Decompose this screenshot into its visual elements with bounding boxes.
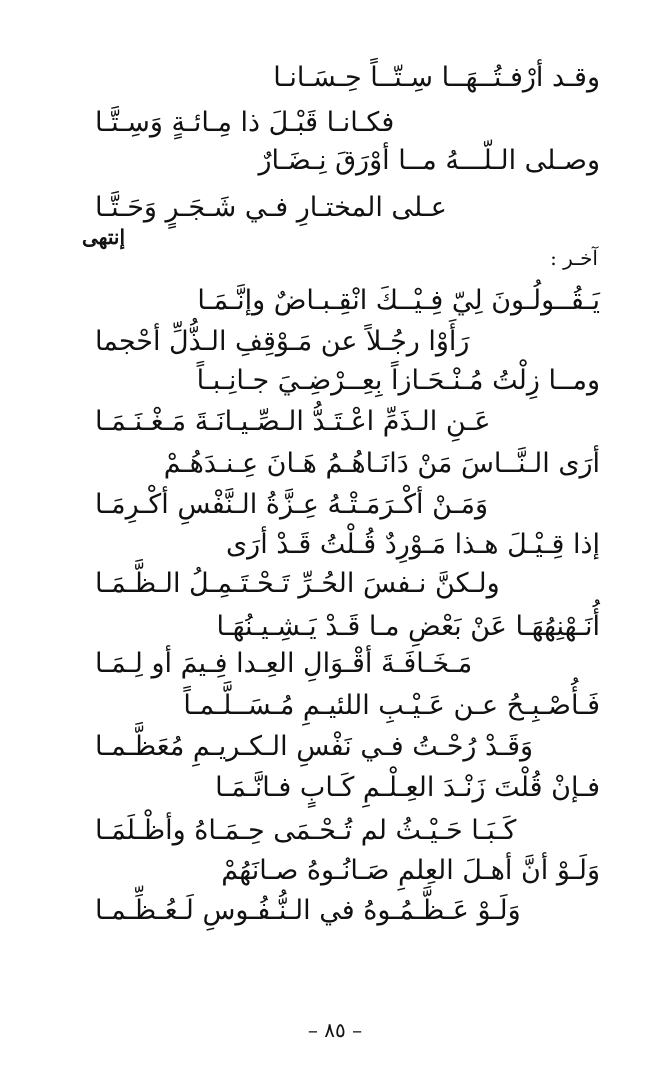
end-mark: إنتهى (82, 225, 126, 249)
section-heading: آخـر : (550, 246, 598, 270)
poem-line: وَقَـدْ رُحْـتُ فـي نَفْسِ الـكـريـمِ مُعَظَّـمـا (95, 731, 534, 762)
poem-line: عَـنِ الـذَمِّ اعْـتَـدُّ الـصِّـيـانَـةَ مَـغْـنَـمَـا (95, 406, 491, 437)
poem-line: فكـانـا قَبْـلَ ذا مِـائـةٍ وَسِـتَّـا (95, 107, 395, 138)
poem-line: أُنَـهْنِهُهَـا عَنْ بَعْضِ مـا قَـدْ يَـشِـيـنُهَـا (216, 611, 600, 642)
poem-line: وَمَـنْ أكْـرَمَـتْـهُ عِـزَّةُ الـنَّفْسِ أكْـرِمَـا (95, 489, 489, 520)
poem-line: إذا قِـيْـلَ هـذا مَـوْرِدٌ قُـلْتُ قَـدْ أرَى (226, 529, 600, 560)
poem-line: ولـكنَّ نـفسَ الحُـرِّ تَـحْـتَـمِـلُ الـظَّـمَـا (95, 568, 500, 599)
poem-line: وَلَـوْ عَـظَّـمُـوهُ في الـنُّـفُـوسِ لَـعُـظِّـمـا (95, 895, 521, 926)
poem-line: مَـخَـافَـةَ أقْـوَالِ العِـدا فِـيمَ أو لِـمَـا (95, 648, 473, 679)
poem-line: أرَى الـنَّــاسَ مَنْ دَانَـاهُـمُ هَـانَ عِـنـدَهُـمْ (163, 448, 600, 479)
poem-line: وصـلى الـلّـــهُ مــا أوْرَقَ نِـضَـارٌ (258, 145, 600, 176)
poem-line: يَـقُــولُـونَ لِيّ فِـيْــكَ انْقِـبـاضٌ وإنَّـمَـا (197, 285, 600, 316)
page-number: – ٨٥ – (307, 1018, 363, 1042)
poem-line: فـإنْ قُلْتَ زَنْـدَ العِـلْـمِ كَـابٍ فـانَّـمَـا (215, 772, 600, 803)
poem-line: وقـد أرْفـتُــهَــا سِـتّــاً حِـسَـانـا (273, 62, 600, 93)
poem-line: عـلى المختـارِ فـي شَـجَـرٍ وَحَـتَّـا (95, 192, 447, 223)
poem-line: كَـبَـا حَـيْـثُ لم تُـحْـمَى حِـمَـاهُ وأظْـلَمَـا (95, 815, 517, 846)
poem-line: وَلَـوْ أنَّ أهـلَ العِلمِ صَـانُـوهُ صـانَهُمْ (221, 855, 600, 886)
poem-line: فَـأُصْـبِـحُ عـن عَـيْـبِ اللئيـمِ مُـسَــلَّـمـاً (183, 690, 600, 721)
poem-line: رَأَوْا رجُـلاً عن مَـوْقِفِ الـذُّلِّ أحْجما (95, 326, 470, 357)
poem-line: ومــا زِلْتُ مُـنْـحَـازاً بِعِــرْضِـيَ جـانِـبـاً (196, 365, 600, 396)
